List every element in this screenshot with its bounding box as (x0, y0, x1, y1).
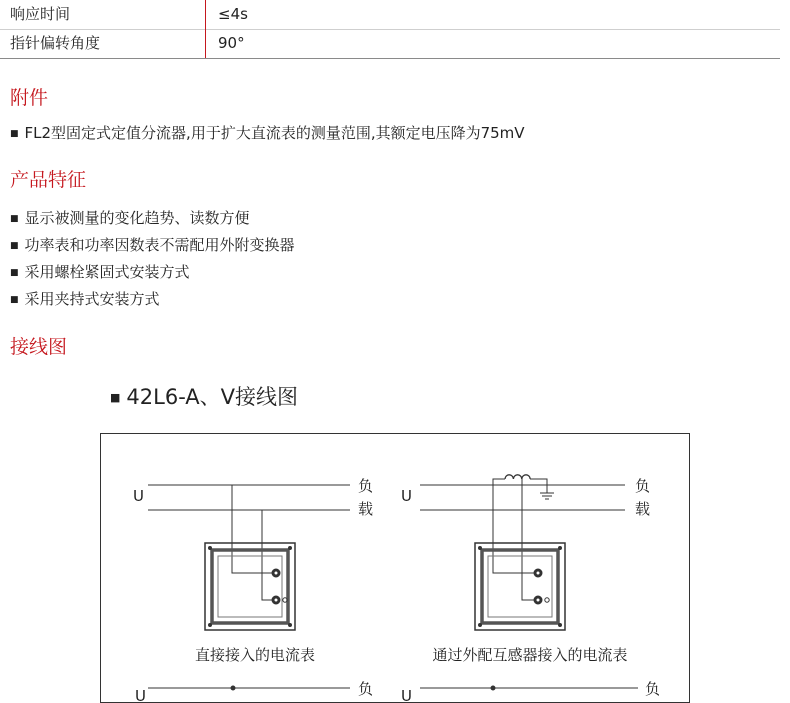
list-item (10, 290, 160, 309)
list-item (10, 209, 250, 228)
junction-dot (491, 686, 495, 690)
load-label: 负 (645, 680, 661, 698)
meter-lead (232, 485, 272, 573)
spec-label: 响应时间 (10, 5, 71, 23)
ground-icon (540, 493, 554, 499)
section-title-accessories: 附件 (10, 87, 49, 109)
spec-value: ≤4s (218, 5, 248, 23)
transformer-coil-icon (505, 475, 530, 479)
bullet-icon: ■ (10, 295, 19, 305)
wiring-subtitle (110, 384, 298, 411)
bullet-icon: ■ (10, 214, 19, 224)
bullet-icon: ■ (10, 268, 19, 278)
load-label: 负 (635, 477, 651, 495)
bullet-icon: ■ (10, 241, 19, 251)
bullet-icon: ■ (110, 391, 121, 404)
list-item (10, 124, 525, 143)
wiring-diagram (100, 433, 690, 703)
list-item-text: FL2型固定式定值分流器,用于扩大直流表的测量范围,其额定电压降为75mV (24, 124, 525, 142)
list-item-text: 功率表和功率因数表不需配用外附变换器 (24, 236, 295, 254)
meter-lead (262, 510, 272, 600)
meter-lead (493, 479, 534, 573)
load-label: 载 (358, 500, 374, 518)
meter-icon (205, 543, 295, 630)
supply-label: U (135, 687, 146, 703)
spec-value: 90° (218, 34, 245, 52)
section-title-features: 产品特征 (10, 169, 87, 191)
supply-label: U (133, 487, 144, 505)
list-item-text: 采用夹持式安装方式 (24, 290, 160, 308)
load-label: 负 (358, 680, 374, 698)
list-item (10, 236, 295, 255)
diagram-caption: 通过外配互感器接入的电流表 (432, 646, 628, 664)
ground-lead (530, 479, 547, 493)
wiring-subtitle-text: 42L6-A、V接线图 (126, 385, 299, 409)
spec-row-deflection-angle (0, 29, 780, 59)
spec-row-response-time (0, 0, 780, 30)
diagram-caption: 直接接入的电流表 (194, 646, 316, 664)
junction-dot (231, 686, 235, 690)
meter-icon (475, 543, 565, 630)
section-title-wiring: 接线图 (10, 336, 68, 358)
load-label: 载 (635, 500, 651, 518)
supply-label: U (401, 687, 412, 703)
list-item-text: 采用螺栓紧固式安装方式 (24, 263, 190, 281)
spec-label: 指针偏转角度 (10, 34, 101, 52)
supply-label: U (401, 487, 412, 505)
spec-table (0, 0, 780, 58)
load-label: 负 (358, 477, 374, 495)
list-item-text: 显示被测量的变化趋势、读数方便 (24, 209, 250, 227)
bullet-icon: ■ (10, 129, 19, 139)
list-item (10, 263, 190, 282)
spec-column-divider (205, 0, 206, 58)
meter-lead (522, 479, 534, 600)
